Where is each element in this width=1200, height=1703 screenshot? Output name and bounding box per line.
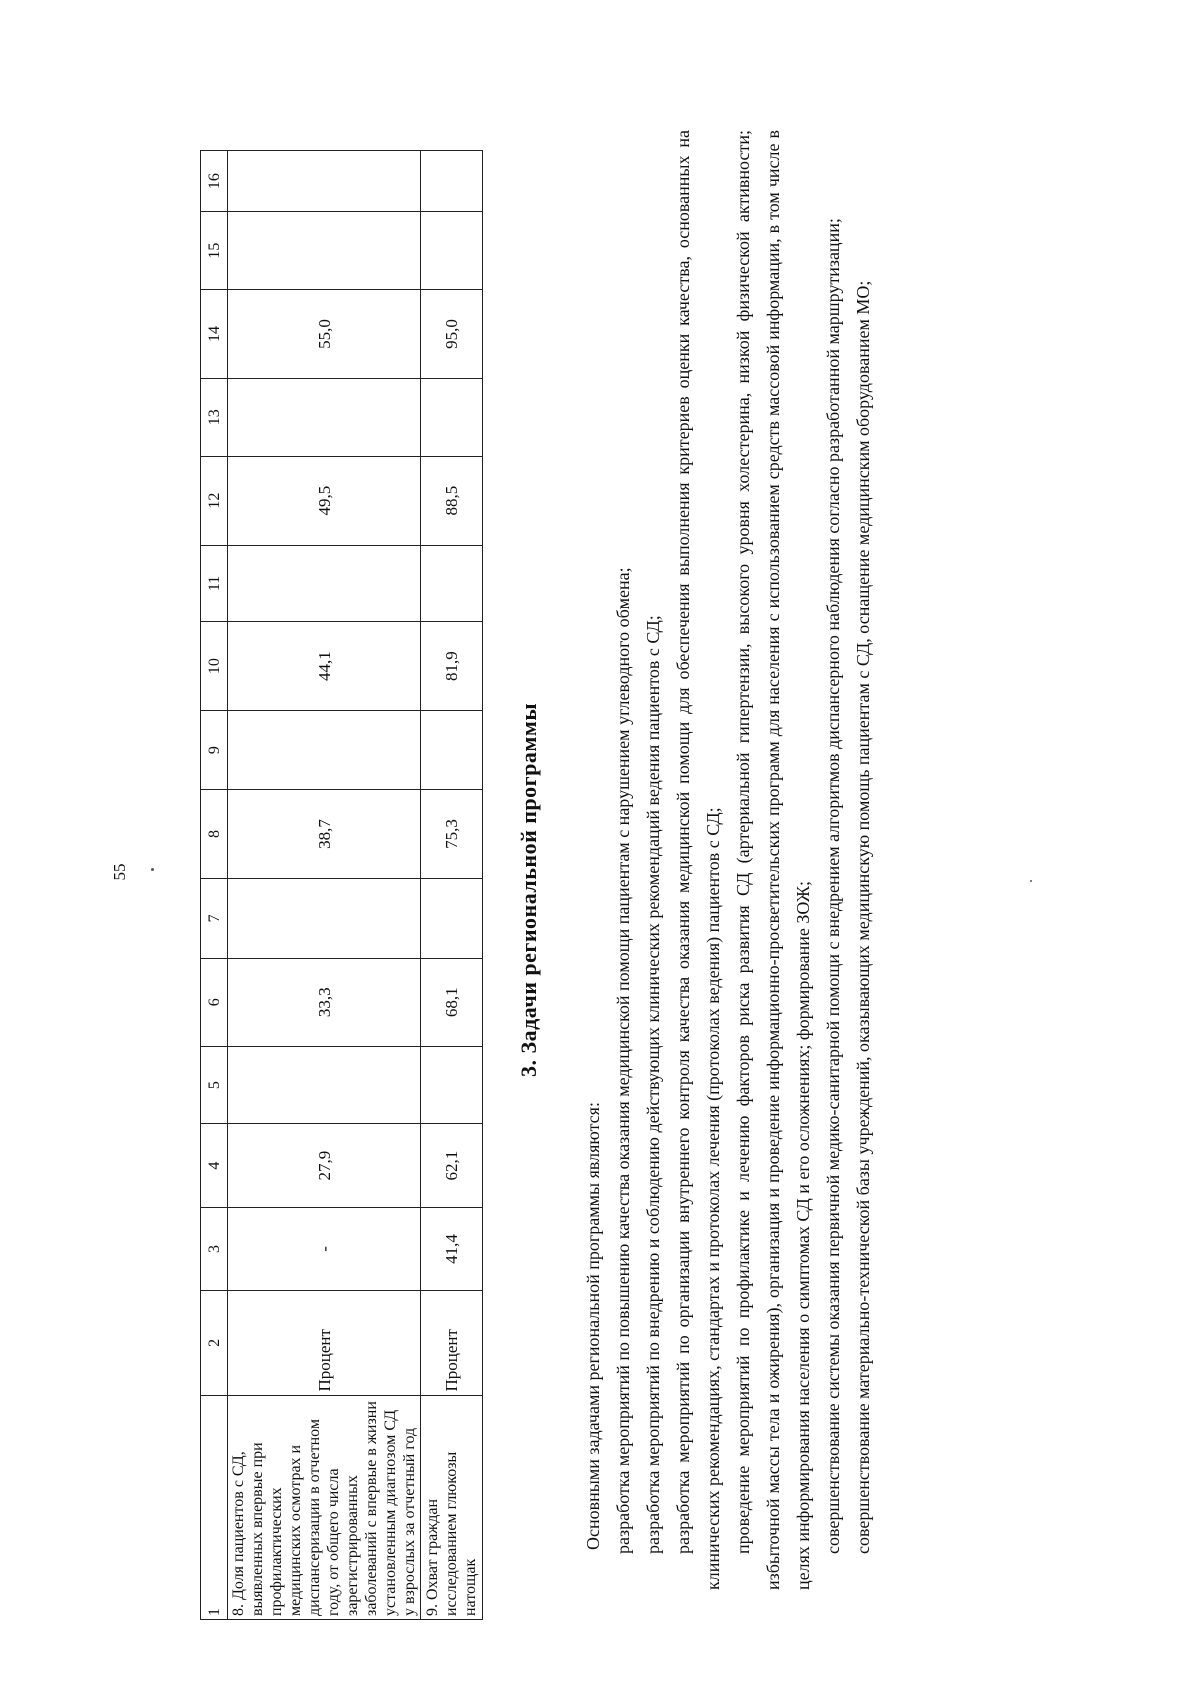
table-header-row xyxy=(201,151,228,1620)
value-cell xyxy=(421,212,483,290)
header-cell: 7 xyxy=(201,878,228,958)
row-text: Охват граждан исследованием глюкозы натощак xyxy=(424,1451,479,1616)
header-cell: 1 xyxy=(201,1395,228,1619)
value-cell xyxy=(421,378,483,456)
value-cell: 81,9 xyxy=(421,622,483,711)
value-cell: 62,1 xyxy=(421,1124,483,1207)
value-cell: 49,5 xyxy=(228,456,421,545)
scan-speck xyxy=(151,868,154,871)
header-cell: 15 xyxy=(201,212,228,290)
value-cell: 41,4 xyxy=(421,1207,483,1290)
value-cell: 55,0 xyxy=(228,289,421,378)
value-cell xyxy=(228,212,421,290)
value-cell: 44,1 xyxy=(228,622,421,711)
value-cell: 33,3 xyxy=(228,958,421,1046)
header-cell: 6 xyxy=(201,958,228,1046)
paragraph: совершенствование материально-технической базы учреждений, оказывающих медицинскую помощь пациентам с СД, оснащение медицинским оборудованием МО; xyxy=(853,280,873,1554)
paragraph: разработка мероприятий по организации внутреннего контроля качества оказания медицинской помощи для обеспечения выполнения критериев оценки качества, основанных на клинических рекомендациях, стандартах и протоколах лечения (протоколах ведения) пациентов с СД; xyxy=(673,130,723,1590)
indicators-table xyxy=(200,150,483,1620)
row-number: 8. xyxy=(230,1604,247,1616)
value-cell xyxy=(421,878,483,958)
value-cell xyxy=(228,1046,421,1124)
value-cell: 68,1 xyxy=(421,958,483,1046)
value-cell xyxy=(421,151,483,212)
paragraph: разработка мероприятий по внедрению и соблюдению действующих клинических рекомендаций ведения пациентов с СД; xyxy=(643,615,663,1554)
row-number: 9. xyxy=(424,1604,441,1616)
header-cell: 14 xyxy=(201,289,228,378)
header-cell: 13 xyxy=(201,378,228,456)
value-cell xyxy=(421,1046,483,1124)
value-cell xyxy=(228,378,421,456)
header-cell: 3 xyxy=(201,1207,228,1290)
header-cell: 5 xyxy=(201,1046,228,1124)
paragraph: Основными задачами региональной программы являются: xyxy=(583,1102,603,1550)
header-cell: 10 xyxy=(201,622,228,711)
header-cell: 2 xyxy=(201,1291,228,1395)
value-cell xyxy=(228,545,421,622)
table-row xyxy=(421,151,483,1620)
value-cell: 88,5 xyxy=(421,456,483,545)
value-cell xyxy=(421,545,483,622)
paragraph: проведение мероприятий по профилактике и лечению факторов риска развития СД (артериальной гипертензии, высокого уровня холестерина, низкой физической активности; избыточной массы тела и ожирения), организация и проведение информационно-просветительских программ для населения с использованием средств массовой информации, в том числе в целях информирования населения о симптомах СД и его осложнениях; формирование ЗОЖ; xyxy=(733,130,813,1590)
table-row xyxy=(228,151,421,1620)
indicator-description xyxy=(421,1395,483,1619)
unit-cell: Процент xyxy=(421,1291,483,1395)
value-cell: 27,9 xyxy=(228,1124,421,1207)
paragraph: совершенствование системы оказания первичной медико-санитарной помощи с внедрением алгоритмов диспансерного наблюдения согласно разработанной маршрутизации; xyxy=(823,218,843,1554)
value-cell xyxy=(228,151,421,212)
paragraph: разработка мероприятий по повышению качества оказания медицинской помощи пациентам с нарушением углеводного обмена; xyxy=(613,567,633,1554)
value-cell: 95,0 xyxy=(421,289,483,378)
header-cell: 8 xyxy=(201,790,228,879)
header-cell: 4 xyxy=(201,1124,228,1207)
value-cell xyxy=(228,878,421,958)
value-cell xyxy=(228,711,421,790)
header-cell: 16 xyxy=(201,151,228,212)
value-cell: 75,3 xyxy=(421,790,483,879)
header-cell: 12 xyxy=(201,456,228,545)
value-cell: 38,7 xyxy=(228,790,421,879)
unit-cell: Процент xyxy=(228,1291,421,1395)
page-number: 55 xyxy=(110,863,129,881)
body-text xyxy=(578,130,878,1590)
header-cell: 11 xyxy=(201,545,228,622)
value-cell: - xyxy=(228,1207,421,1290)
rotated-page-content xyxy=(200,90,1040,1620)
indicator-description xyxy=(228,1395,421,1619)
header-cell: 9 xyxy=(201,711,228,790)
value-cell xyxy=(421,711,483,790)
section-title: 3. Задачи региональной программы xyxy=(516,702,541,1078)
row-text: Доля пациентов с СД, выявленных впервые при профилактических медицинских осмотрах и диспансеризации в отчетном году, от общего числа зарегистрированных заболеваний с впервые в жизни установленным диагнозом СД у взрослых за отчетный год xyxy=(230,1401,418,1616)
